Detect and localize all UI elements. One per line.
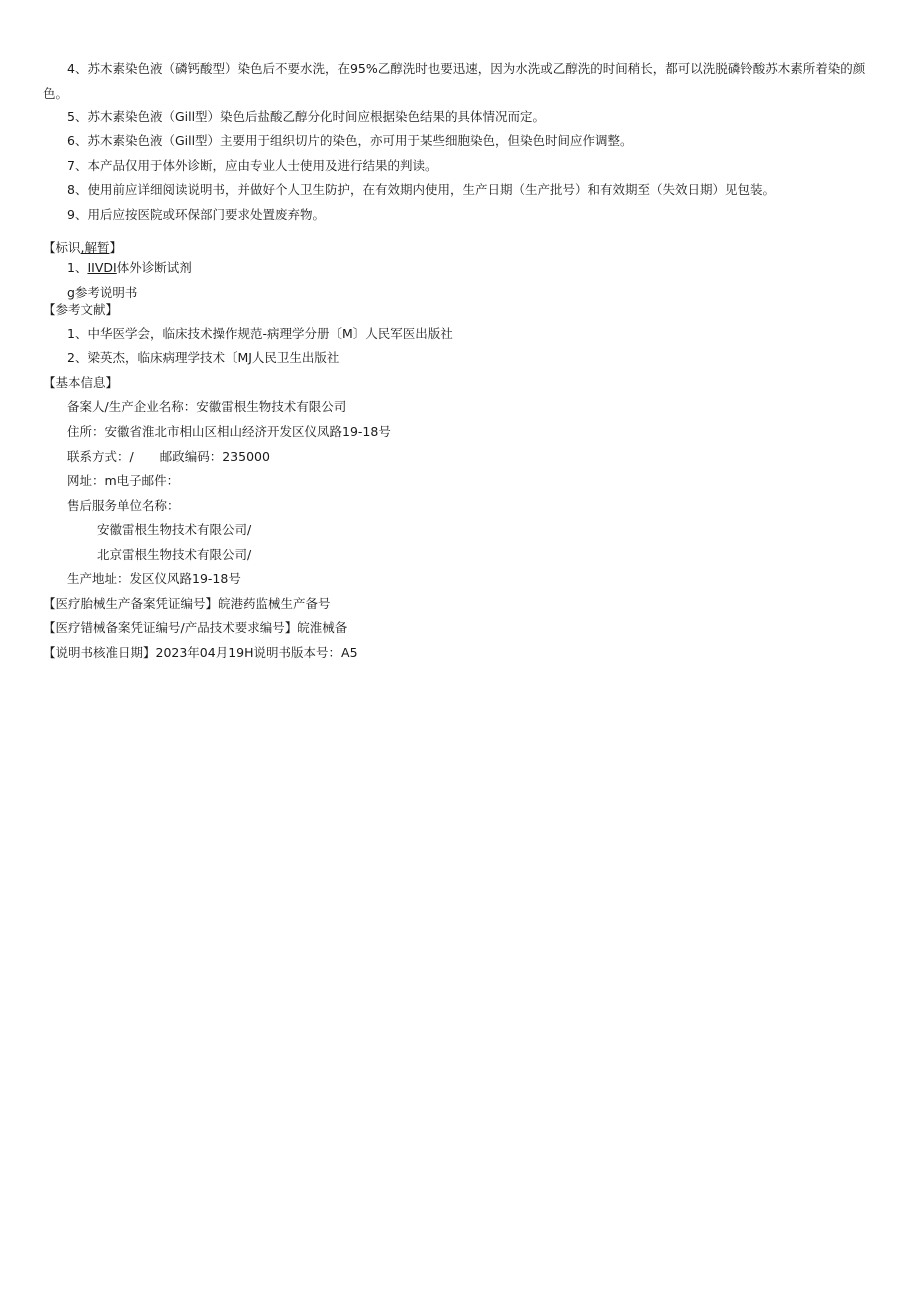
labels-item-1 — [67, 260, 192, 276]
basic-info-heading: 【基本信息】 — [43, 375, 119, 390]
labels-item-1-text: 体外诊断试剂 — [116, 260, 192, 275]
note-item-7: 7、本产品仅用于体外诊断，应由专业人士使用及进行结果的判读。 — [67, 158, 438, 173]
note-item-6: 6、苏木素染色液（Gill型）主要用于组织切片的染色，亦可用于某些细胞染色，但染色时间应作调整。 — [67, 133, 633, 148]
reference-1: 1、中华医学会，临床技术操作规范-病理学分册〔M〕人民军医出版社 — [67, 326, 453, 341]
contact-method: 联系方式：/ — [67, 449, 134, 464]
production-cert: 【医疗胎械生产备案凭证编号】皖港药监械生产备号 — [43, 596, 331, 611]
note-item-9: 9、用后应按医院或环保部门要求处置废弃物。 — [67, 207, 325, 222]
note-item-8: 8、使用前应详细阅读说明书，并做好个人卫生防护，在有效期内使用，生产日期（生产批号）和有效期至（失效日期）见包装。 — [67, 182, 775, 197]
company-address: 住所：安徽省淮北市相山区相山经济开发区仪凤路19-18号 — [67, 424, 391, 439]
contact-line — [67, 449, 270, 465]
website-email: 网址：m电子邮件： — [67, 473, 180, 488]
labels-item-1-symbol: IIVDI — [87, 260, 117, 275]
labels-heading — [43, 240, 122, 256]
note-item-4: 4、苏木素染色液（磷钙酸型）染色后不要水洗，在95%乙醇洗时也要迅速，因为水洗或乙醇洗的时间稍长，都可以洗脱磷铃酸苏木素所着染的颜色。 — [43, 61, 866, 101]
labels-heading-underlined: ,解暂 — [80, 240, 110, 255]
labels-item-2: g参考说明书 — [67, 285, 138, 300]
company-name: 备案人/生产企业名称：安徽雷根生物技术有限公司 — [67, 399, 347, 414]
labels-item-1-prefix: 1、 — [67, 260, 88, 275]
labels-heading-prefix: 【标识 — [43, 240, 81, 255]
service-unit-2: 北京雷根生物技术有限公司/ — [97, 547, 252, 562]
references-heading: 【参考文献】 — [43, 302, 119, 317]
reference-2: 2、梁英杰，临床病理学技术〔MJ人民卫生出版社 — [67, 350, 340, 365]
labels-heading-suffix: 】 — [109, 240, 123, 255]
service-unit-1: 安徽雷根生物技术有限公司/ — [97, 522, 252, 537]
approval-date: 【说明书核准日期】2023年04月19H说明书版本号：A5 — [43, 645, 358, 660]
note-item-5: 5、苏木素染色液（Gill型）染色后盐酸乙醇分化时间应根据染色结果的具体情况而定。 — [67, 109, 546, 124]
postcode: 邮政编码：235000 — [159, 449, 270, 464]
production-address: 生产地址：发区仪风路19-18号 — [67, 571, 241, 586]
service-heading: 售后服务单位名称： — [67, 498, 180, 513]
device-cert: 【医疗错械备案凭证编号/产品技术要求编号】皖淮械备 — [43, 620, 348, 635]
